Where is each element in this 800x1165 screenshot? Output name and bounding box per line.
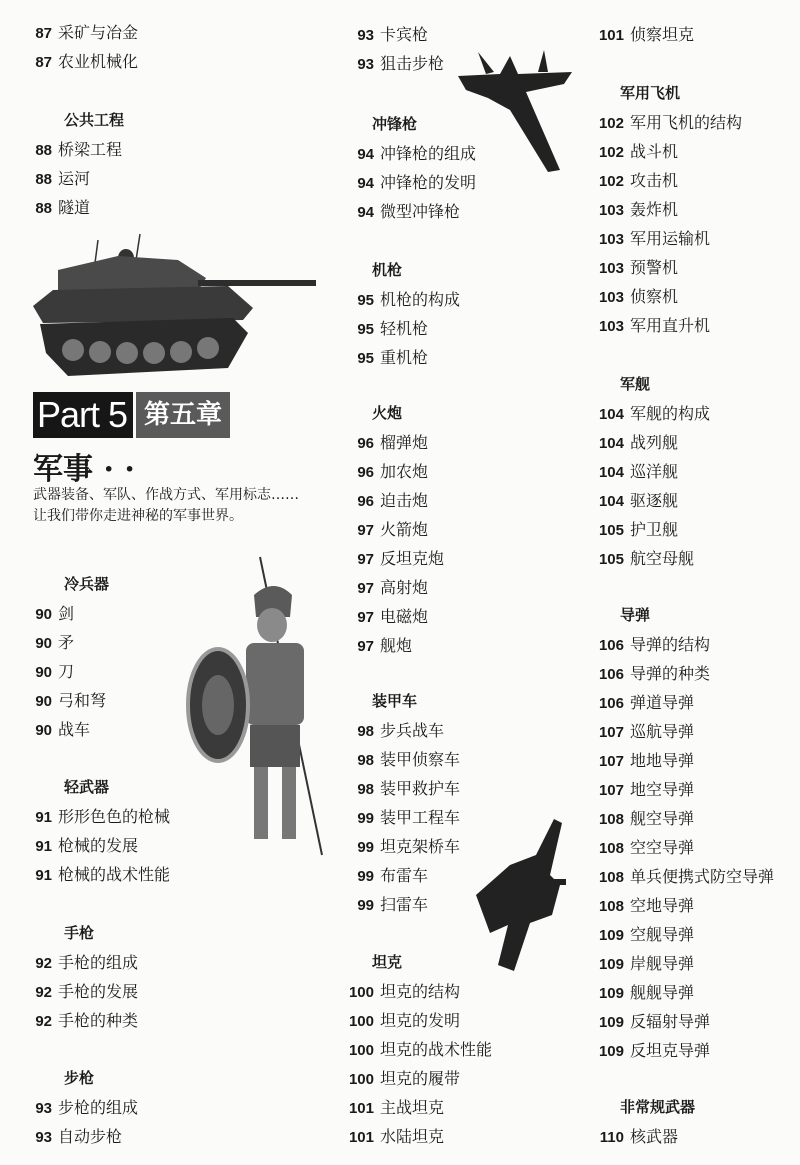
toc-entry bbox=[320, 285, 570, 314]
entry-title: 反坦克导弹 bbox=[630, 1041, 711, 1060]
page-number: 102 bbox=[598, 173, 624, 190]
page-number: 91 bbox=[35, 838, 52, 855]
page-number: 107 bbox=[598, 753, 624, 770]
toc-entry bbox=[570, 486, 800, 515]
toc-section-tanks bbox=[320, 948, 570, 1151]
entry-title: 坦克的履带 bbox=[380, 1069, 461, 1088]
page-number: 92 bbox=[35, 984, 52, 1001]
entry-title: 舰空导弹 bbox=[630, 809, 695, 828]
toc-entry bbox=[320, 774, 570, 803]
toc-section-rifles bbox=[0, 1064, 320, 1151]
page-number: 90 bbox=[35, 606, 52, 623]
page-number: 97 bbox=[357, 551, 374, 568]
page-number: 98 bbox=[357, 752, 374, 769]
part-banner bbox=[33, 392, 230, 438]
section-heading: 军用飞机 bbox=[620, 84, 681, 102]
page-number: 109 bbox=[598, 956, 624, 973]
section-heading: 轻武器 bbox=[64, 778, 110, 796]
toc-entry bbox=[570, 804, 800, 833]
page-number: 107 bbox=[598, 782, 624, 799]
entry-title: 护卫舰 bbox=[630, 520, 679, 539]
page-number: 102 bbox=[598, 115, 624, 132]
page-number: 103 bbox=[598, 318, 624, 335]
page-number: 106 bbox=[598, 666, 624, 683]
page-number: 93 bbox=[35, 1100, 52, 1117]
toc-entry bbox=[570, 1036, 800, 1065]
page-number: 100 bbox=[348, 984, 374, 1001]
page-number: 99 bbox=[357, 839, 374, 856]
page-number: 109 bbox=[598, 1043, 624, 1060]
toc-group-top bbox=[570, 20, 800, 49]
entry-title: 桥梁工程 bbox=[58, 140, 123, 159]
toc-entry bbox=[570, 775, 800, 804]
entry-title: 舰炮 bbox=[380, 636, 413, 655]
toc-entry bbox=[0, 1006, 320, 1035]
entry-title: 微型冲锋枪 bbox=[380, 202, 461, 221]
page-number: 104 bbox=[598, 493, 624, 510]
toc-entry bbox=[570, 891, 800, 920]
entry-title: 矛 bbox=[58, 633, 75, 652]
entry-title: 战斗机 bbox=[630, 142, 679, 161]
toc-section-public-works bbox=[0, 106, 320, 222]
toc-entry bbox=[570, 688, 800, 717]
page-number: 104 bbox=[598, 435, 624, 452]
entry-title: 手枪的种类 bbox=[58, 1011, 139, 1030]
entry-title: 枪械的战术性能 bbox=[58, 865, 171, 884]
toc-entry bbox=[320, 197, 570, 226]
entry-title: 轻机枪 bbox=[380, 319, 429, 338]
entry-title: 巡洋舰 bbox=[630, 462, 679, 481]
entry-title: 空舰导弹 bbox=[630, 925, 695, 944]
toc-section-military-aircraft bbox=[570, 79, 800, 340]
tank-illustration bbox=[28, 228, 320, 383]
toc-entry bbox=[0, 164, 320, 193]
toc-entry bbox=[570, 746, 800, 775]
entry-title: 驱逐舰 bbox=[630, 491, 679, 510]
section-heading: 导弹 bbox=[620, 606, 651, 624]
page-number: 97 bbox=[357, 638, 374, 655]
page-number: 96 bbox=[357, 493, 374, 510]
toc-entry bbox=[320, 716, 570, 745]
entry-title: 手枪的发展 bbox=[58, 982, 139, 1001]
entry-title: 装甲工程车 bbox=[380, 808, 461, 827]
toc-entry bbox=[320, 1122, 570, 1151]
entry-title: 航空母舰 bbox=[630, 549, 695, 568]
entry-title: 导弹的种类 bbox=[630, 664, 711, 683]
toc-entry bbox=[570, 20, 800, 49]
toc-entry bbox=[320, 977, 570, 1006]
toc-entry bbox=[320, 1035, 570, 1064]
entry-title: 冲锋枪的发明 bbox=[380, 173, 477, 192]
page-number: 101 bbox=[598, 27, 624, 44]
entry-title: 机枪的构成 bbox=[380, 290, 461, 309]
page-number: 94 bbox=[357, 175, 374, 192]
entry-title: 导弹的结构 bbox=[630, 635, 711, 654]
page-number: 101 bbox=[348, 1129, 374, 1146]
toc-entry bbox=[320, 515, 570, 544]
toc-entry bbox=[570, 949, 800, 978]
entry-title: 重机枪 bbox=[380, 348, 429, 367]
toc-entry bbox=[320, 20, 570, 49]
toc-section-unconventional-weapons bbox=[570, 1093, 800, 1151]
toc-entry bbox=[570, 659, 800, 688]
toc-entry bbox=[570, 166, 800, 195]
page-number: 97 bbox=[357, 609, 374, 626]
page-number: 92 bbox=[35, 955, 52, 972]
page-number: 106 bbox=[598, 637, 624, 654]
section-heading: 装甲车 bbox=[372, 692, 418, 710]
page-number: 90 bbox=[35, 664, 52, 681]
entry-title: 采矿与冶金 bbox=[58, 23, 139, 42]
page-number: 100 bbox=[348, 1042, 374, 1059]
toc-entry bbox=[570, 833, 800, 862]
section-heading: 非常规武器 bbox=[620, 1098, 696, 1116]
entry-title: 火箭炮 bbox=[380, 520, 429, 539]
entry-title: 加农炮 bbox=[380, 462, 429, 481]
page-number: 108 bbox=[598, 898, 624, 915]
entry-title: 战车 bbox=[58, 720, 91, 739]
page-number: 93 bbox=[35, 1129, 52, 1146]
toc-section-machine-guns bbox=[320, 256, 570, 372]
page-number: 105 bbox=[598, 551, 624, 568]
part-number: Part 5 bbox=[33, 392, 133, 438]
entry-title: 岸舰导弹 bbox=[630, 954, 695, 973]
toc-entry bbox=[570, 137, 800, 166]
entry-title: 装甲侦察车 bbox=[380, 750, 461, 769]
page-number: 103 bbox=[598, 231, 624, 248]
page-number: 108 bbox=[598, 811, 624, 828]
entry-title: 军用直升机 bbox=[630, 316, 711, 335]
entry-title: 单兵便携式防空导弹 bbox=[630, 867, 775, 886]
toc-entry bbox=[320, 745, 570, 774]
entry-title: 刀 bbox=[58, 662, 75, 681]
entry-title: 运河 bbox=[58, 169, 91, 188]
entry-title: 军用运输机 bbox=[630, 229, 711, 248]
page-number: 108 bbox=[598, 840, 624, 857]
toc-entry bbox=[570, 195, 800, 224]
section-heading: 手枪 bbox=[64, 924, 95, 942]
chapter-intro: 武器装备、军队、作战方式、军用标志……让我们带你走进神秘的军事世界。 bbox=[33, 487, 299, 524]
toc-section-warships bbox=[570, 370, 800, 573]
toc-entry bbox=[320, 1006, 570, 1035]
toc-entry bbox=[320, 573, 570, 602]
entry-title: 隧道 bbox=[58, 198, 91, 217]
entry-title: 自动步枪 bbox=[58, 1127, 123, 1146]
page-number: 100 bbox=[348, 1013, 374, 1030]
entry-title: 扫雷车 bbox=[380, 895, 429, 914]
entry-title: 主战坦克 bbox=[380, 1098, 445, 1117]
page-number: 87 bbox=[35, 54, 52, 71]
entry-title: 枪械的发展 bbox=[58, 836, 139, 855]
toc-entry bbox=[0, 1093, 320, 1122]
page-number: 106 bbox=[598, 695, 624, 712]
page-number: 97 bbox=[357, 580, 374, 597]
toc-entry bbox=[0, 135, 320, 164]
entry-title: 地地导弹 bbox=[630, 751, 695, 770]
chapter-title: 军事 · · bbox=[33, 452, 135, 487]
jet-aircraft-illustration bbox=[448, 48, 580, 176]
page-number: 103 bbox=[598, 289, 624, 306]
section-heading: 坦克 bbox=[372, 953, 403, 971]
entry-title: 水陆坦克 bbox=[380, 1127, 445, 1146]
page-number: 96 bbox=[357, 435, 374, 452]
entry-title: 坦克的发明 bbox=[380, 1011, 461, 1030]
entry-title: 步枪的组成 bbox=[58, 1098, 139, 1117]
toc-entry bbox=[570, 311, 800, 340]
page-number: 109 bbox=[598, 927, 624, 944]
toc-entry bbox=[570, 224, 800, 253]
page-number: 94 bbox=[357, 204, 374, 221]
toc-entry bbox=[320, 1093, 570, 1122]
section-heading: 火炮 bbox=[372, 404, 403, 422]
toc-entry bbox=[570, 544, 800, 573]
toc-entry bbox=[320, 428, 570, 457]
entry-title: 军舰的构成 bbox=[630, 404, 711, 423]
entry-title: 卡宾枪 bbox=[380, 25, 429, 44]
section-heading: 公共工程 bbox=[64, 111, 125, 129]
entry-title: 反坦克炮 bbox=[380, 549, 445, 568]
entry-title: 狙击步枪 bbox=[380, 54, 445, 73]
entry-title: 布雷车 bbox=[380, 866, 429, 885]
toc-entry bbox=[570, 1007, 800, 1036]
entry-title: 坦克的战术性能 bbox=[380, 1040, 493, 1059]
toc-section-artillery bbox=[320, 399, 570, 660]
toc-entry bbox=[570, 630, 800, 659]
page-number: 91 bbox=[35, 867, 52, 884]
section-heading: 冲锋枪 bbox=[372, 115, 418, 133]
toc-entry bbox=[0, 948, 320, 977]
page-number: 88 bbox=[35, 171, 52, 188]
section-heading: 军舰 bbox=[620, 375, 651, 393]
page-number: 93 bbox=[357, 56, 374, 73]
page-number: 99 bbox=[357, 897, 374, 914]
entry-title: 坦克架桥车 bbox=[380, 837, 461, 856]
page-number: 107 bbox=[598, 724, 624, 741]
toc-section-missiles bbox=[570, 601, 800, 1065]
page-number: 109 bbox=[598, 985, 624, 1002]
toc-entry bbox=[0, 193, 320, 222]
page-number: 90 bbox=[35, 693, 52, 710]
page-number: 98 bbox=[357, 723, 374, 740]
toc-entry bbox=[320, 602, 570, 631]
toc-entry bbox=[0, 18, 320, 47]
entry-title: 装甲救护车 bbox=[380, 779, 461, 798]
toc-entry bbox=[0, 977, 320, 1006]
page-number: 99 bbox=[357, 810, 374, 827]
entry-title: 地空导弹 bbox=[630, 780, 695, 799]
chapter-number: 第五章 bbox=[133, 392, 230, 438]
entry-title: 电磁炮 bbox=[380, 607, 429, 626]
page-number: 109 bbox=[598, 1014, 624, 1031]
toc-entry bbox=[570, 457, 800, 486]
page-number: 95 bbox=[357, 321, 374, 338]
entry-title: 侦察机 bbox=[630, 287, 679, 306]
entry-title: 反辐射导弹 bbox=[630, 1012, 711, 1031]
toc-entry bbox=[320, 343, 570, 372]
page-number: 92 bbox=[35, 1013, 52, 1030]
page-number: 104 bbox=[598, 406, 624, 423]
entry-title: 轰炸机 bbox=[630, 200, 679, 219]
toc-entry bbox=[320, 457, 570, 486]
entry-title: 迫击炮 bbox=[380, 491, 429, 510]
page-number: 94 bbox=[357, 146, 374, 163]
page-number: 103 bbox=[598, 260, 624, 277]
page-number: 103 bbox=[598, 202, 624, 219]
section-heading: 步枪 bbox=[64, 1069, 95, 1087]
toc-entry bbox=[570, 978, 800, 1007]
toc-entry bbox=[0, 860, 320, 889]
page-number: 88 bbox=[35, 200, 52, 217]
toc-entry bbox=[320, 1064, 570, 1093]
page-number: 97 bbox=[357, 522, 374, 539]
entry-title: 核武器 bbox=[630, 1127, 679, 1146]
entry-title: 军用飞机的结构 bbox=[630, 113, 743, 132]
entry-title: 侦察坦克 bbox=[630, 25, 695, 44]
page-number: 87 bbox=[35, 25, 52, 42]
page-number: 110 bbox=[599, 1129, 624, 1146]
toc-entry bbox=[570, 428, 800, 457]
page-number: 88 bbox=[35, 142, 52, 159]
entry-title: 榴弹炮 bbox=[380, 433, 429, 452]
toc-entry bbox=[570, 920, 800, 949]
page-number: 104 bbox=[598, 464, 624, 481]
toc-section-pistols bbox=[0, 919, 320, 1035]
toc-entry bbox=[570, 108, 800, 137]
page-number: 102 bbox=[598, 144, 624, 161]
entry-title: 弹道导弹 bbox=[630, 693, 695, 712]
page-number: 98 bbox=[357, 781, 374, 798]
page-number: 95 bbox=[357, 292, 374, 309]
toc-entry bbox=[320, 544, 570, 573]
page-number: 90 bbox=[35, 635, 52, 652]
toc-entry bbox=[0, 47, 320, 76]
toc-entry bbox=[570, 253, 800, 282]
page-number: 93 bbox=[357, 27, 374, 44]
entry-title: 高射炮 bbox=[380, 578, 429, 597]
entry-title: 冲锋枪的组成 bbox=[380, 144, 477, 163]
entry-title: 巡航导弹 bbox=[630, 722, 695, 741]
page-number: 105 bbox=[598, 522, 624, 539]
toc-entry bbox=[320, 631, 570, 660]
page-number: 96 bbox=[357, 464, 374, 481]
toc-entry bbox=[0, 1122, 320, 1151]
entry-title: 形形色色的枪械 bbox=[58, 807, 171, 826]
entry-title: 预警机 bbox=[630, 258, 679, 277]
toc-entry bbox=[570, 717, 800, 746]
entry-title: 步兵战车 bbox=[380, 721, 445, 740]
entry-title: 手枪的组成 bbox=[58, 953, 139, 972]
entry-title: 弓和弩 bbox=[58, 691, 107, 710]
entry-title: 空地导弹 bbox=[630, 896, 695, 915]
entry-title: 舰舰导弹 bbox=[630, 983, 695, 1002]
page-number: 99 bbox=[357, 868, 374, 885]
page-number: 108 bbox=[598, 869, 624, 886]
entry-title: 农业机械化 bbox=[58, 52, 139, 71]
toc-entry bbox=[570, 282, 800, 311]
toc-entry bbox=[320, 314, 570, 343]
toc-entry bbox=[320, 486, 570, 515]
assault-rifle-illustration bbox=[470, 815, 570, 975]
entry-title: 战列舰 bbox=[630, 433, 679, 452]
entry-title: 空空导弹 bbox=[630, 838, 695, 857]
toc-entry bbox=[570, 399, 800, 428]
section-heading: 机枪 bbox=[372, 261, 403, 279]
page-number: 95 bbox=[357, 350, 374, 367]
page-number: 90 bbox=[35, 722, 52, 739]
entry-title: 剑 bbox=[58, 604, 75, 623]
page-number: 101 bbox=[348, 1100, 374, 1117]
section-heading: 冷兵器 bbox=[64, 575, 110, 593]
toc-entry bbox=[570, 1122, 800, 1151]
spartan-warrior-illustration bbox=[186, 555, 326, 860]
page-number: 91 bbox=[35, 809, 52, 826]
toc-entry bbox=[570, 515, 800, 544]
toc-group-top bbox=[0, 18, 320, 76]
entry-title: 攻击机 bbox=[630, 171, 679, 190]
entry-title: 坦克的结构 bbox=[380, 982, 461, 1001]
toc-entry bbox=[570, 862, 800, 891]
page-number: 100 bbox=[348, 1071, 374, 1088]
